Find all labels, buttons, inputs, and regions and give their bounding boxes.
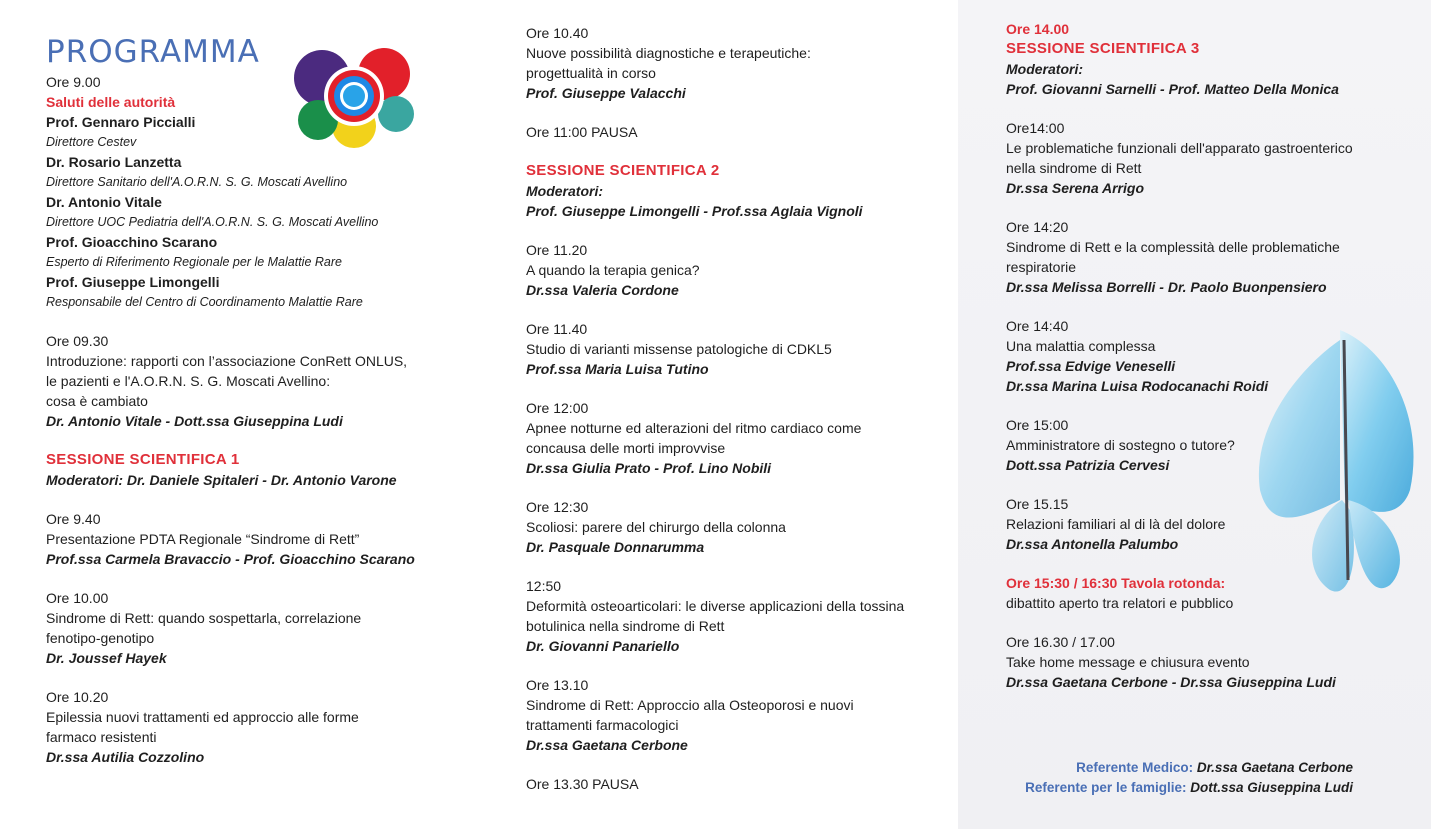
talk-title-line: le pazienti e l'A.O.R.N. S. G. Moscati Avellino: <box>46 373 331 389</box>
talk-block <box>526 576 958 656</box>
talk-time: Ore 13.10 <box>526 677 589 693</box>
session-heading: SESSIONE SCIENTIFICA 1 <box>46 451 240 468</box>
round-table-description: dibattito aperto tra relatori e pubblico <box>1006 595 1234 611</box>
talk-block <box>46 588 480 668</box>
talk-title-line: Amministratore di sostegno o tutore? <box>1006 437 1235 453</box>
talk-speakers: Prof.ssa Edvige Veneselli <box>1006 358 1176 374</box>
talk-block <box>1006 118 1431 198</box>
talk-title-line: Le problematiche funzionali dell'apparato gastroenterico <box>1006 140 1353 156</box>
talk-speakers: Dr.ssa Autilia Cozzolino <box>46 749 205 765</box>
column-middle <box>480 0 958 829</box>
talk-title-line: Presentazione PDTA Regionale “Sindrome di Rett” <box>46 531 360 547</box>
session-heading: SESSIONE SCIENTIFICA 2 <box>526 162 720 179</box>
talk-speakers: Dr.ssa Marina Luisa Rodocanachi Roidi <box>1006 378 1269 394</box>
opening-time: Ore 9.00 <box>46 74 101 90</box>
talk-speakers: Dr.ssa Valeria Cordone <box>526 282 679 298</box>
talk-time: Ore 12:30 <box>526 499 589 515</box>
talk-title-line: Sindrome di Rett: quando sospettarla, correlazione <box>46 610 362 626</box>
talk-speakers: Prof.ssa Carmela Bravaccio - Prof. Gioacchino Scarano <box>46 551 415 567</box>
talk-title-line: cosa è cambiato <box>46 393 148 409</box>
session-moderators: Moderatori: Dr. Daniele Spitaleri - Dr. Antonio Varone <box>46 472 397 488</box>
talk-time: Ore 11.40 <box>526 321 588 337</box>
talk-title-line: concausa delle morti improvvise <box>526 440 726 456</box>
talk-block <box>46 687 480 767</box>
talk-block <box>526 23 958 103</box>
talk-speakers: Dr. Antonio Vitale - Dott.ssa Giuseppina Ludi <box>46 413 343 429</box>
speaker-name: Dr. Rosario Lanzetta <box>46 154 182 170</box>
session-moderators-label: Moderatori: <box>526 183 603 199</box>
talk-speakers: Dr.ssa Giulia Prato - Prof. Lino Nobili <box>526 460 772 476</box>
talk-title-line: farmaco resistenti <box>46 729 157 745</box>
talk-title-line: Nuove possibilità diagnostiche e terapeutiche: <box>526 45 811 61</box>
talk-time: Ore 10.40 <box>526 25 589 41</box>
opening-heading: Saluti delle autorità <box>46 94 176 110</box>
talk-speakers: Dr. Giovanni Panariello <box>526 638 680 654</box>
session-moderators: Prof. Giuseppe Limongelli - Prof.ssa Aglaia Vignoli <box>526 203 863 219</box>
referent-medical <box>1076 760 1353 775</box>
talk-title-line: botulinica nella sindrome di Rett <box>526 618 725 634</box>
talk-title-line: Studio di varianti missense patologiche di CDKL5 <box>526 341 832 357</box>
talk-time: Ore 10.00 <box>46 590 109 606</box>
speaker-name: Prof. Giuseppe Limongelli <box>46 274 220 290</box>
speaker-name: Prof. Gennaro Piccialli <box>46 114 196 130</box>
talk-title-line: Take home message e chiusura evento <box>1006 654 1250 670</box>
intro-block <box>46 331 480 431</box>
speaker-role: Direttore Cestev <box>46 135 137 149</box>
talk-block <box>1006 217 1431 297</box>
talk-time: Ore 09.30 <box>46 333 109 349</box>
talk-title-line: Scoliosi: parere del chirurgo della colonna <box>526 519 786 535</box>
talk-speakers: Prof.ssa Maria Luisa Tutino <box>526 361 709 377</box>
talk-title-line: Deformità osteoarticolari: le diverse applicazioni della tossina <box>526 598 905 614</box>
talk-block <box>526 497 958 557</box>
talk-block <box>526 319 958 379</box>
talk-speakers: Dr.ssa Serena Arrigo <box>1006 180 1144 196</box>
closing-block <box>1006 632 1431 692</box>
talk-title-line: A quando la terapia genica? <box>526 262 700 278</box>
speaker-role: Esperto di Riferimento Regionale per le Malattie Rare <box>46 255 342 269</box>
session-time: Ore 14.00 <box>1006 21 1070 37</box>
talk-speakers: Dr. Pasquale Donnarumma <box>526 539 705 555</box>
talk-title-line: Epilessia nuovi trattamenti ed approccio alle forme <box>46 709 359 725</box>
talk-time: Ore 10.20 <box>46 689 109 705</box>
pause-label: Ore 13.30 PAUSA <box>526 776 639 792</box>
referent-label: Referente Medico: <box>1076 760 1194 775</box>
talk-title-line: Apnee notturne ed alterazioni del ritmo cardiaco come <box>526 420 862 436</box>
talk-time: Ore 12:00 <box>526 400 589 416</box>
talk-time: Ore 14:40 <box>1006 318 1069 334</box>
session1-header <box>46 450 480 490</box>
talk-block <box>46 509 480 569</box>
talk-speakers: Prof. Giuseppe Valacchi <box>526 85 686 101</box>
talk-time: Ore 9.40 <box>46 511 101 527</box>
talk-title-line: respiratorie <box>1006 259 1077 275</box>
talk-time: 12:50 <box>526 578 562 594</box>
talk-title-line: fenotipo-genotipo <box>46 630 155 646</box>
talk-time: Ore 14:20 <box>1006 219 1069 235</box>
pause-label: Ore 11:00 PAUSA <box>526 124 638 140</box>
talk-speakers: Dr.ssa Gaetana Cerbone <box>526 737 688 753</box>
talk-title-line: Sindrome di Rett: Approccio alla Osteoporosi e nuovi <box>526 697 854 713</box>
session-moderators: Prof. Giovanni Sarnelli - Prof. Matteo Della Monica <box>1006 81 1339 97</box>
session2-header <box>526 161 958 221</box>
talk-block <box>526 675 958 755</box>
page-title: PROGRAMMA <box>46 34 260 70</box>
session-moderators-label: Moderatori: <box>1006 61 1083 77</box>
talk-title-line: progettualità in corso <box>526 65 656 81</box>
talk-time: Ore 15:00 <box>1006 417 1069 433</box>
referent-name: Dr.ssa Gaetana Cerbone <box>1196 760 1353 775</box>
talk-speakers: Dr. Joussef Hayek <box>46 650 167 666</box>
talk-title-line: Sindrome di Rett e la complessità delle problematiche <box>1006 239 1340 255</box>
talk-speakers: Dr.ssa Melissa Borrelli - Dr. Paolo Buonpensiero <box>1006 279 1327 295</box>
speaker-role: Responsabile del Centro di Coordinamento Malattie Rare <box>46 295 363 309</box>
referent-name: Dott.ssa Giuseppina Ludi <box>1190 780 1353 795</box>
talk-title-line: Relazioni familiari al di là del dolore <box>1006 516 1226 532</box>
talk-time: Ore 11.20 <box>526 242 588 258</box>
round-table-heading: Ore 15:30 / 16:30 Tavola rotonda: <box>1006 575 1226 591</box>
referent-label: Referente per le famiglie: <box>1025 780 1187 795</box>
talk-title-line: nella sindrome di Rett <box>1006 160 1142 176</box>
speaker-role: Direttore Sanitario dell'A.O.R.N. S. G. Moscati Avellino <box>46 175 348 189</box>
talk-title-line: Una malattia complessa <box>1006 338 1156 354</box>
talk-speakers: Dott.ssa Patrizia Cervesi <box>1006 457 1170 473</box>
speaker-role: Direttore UOC Pediatria dell'A.O.R.N. S. G. Moscati Avellino <box>46 215 379 229</box>
talk-title-line: trattamenti farmacologici <box>526 717 679 733</box>
referent-families <box>1025 780 1353 795</box>
talk-time: Ore 15.15 <box>1006 496 1069 512</box>
speaker-name: Dr. Antonio Vitale <box>46 194 162 210</box>
talk-block <box>526 240 958 300</box>
speaker-name: Prof. Gioacchino Scarano <box>46 234 218 250</box>
event-logo-icon <box>290 44 420 149</box>
talk-title-line: Introduzione: rapporti con l’associazione ConRett ONLUS, <box>46 353 408 369</box>
talk-block <box>526 398 958 478</box>
talk-speakers: Dr.ssa Gaetana Cerbone - Dr.ssa Giuseppina Ludi <box>1006 674 1336 690</box>
session-heading: SESSIONE SCIENTIFICA 3 <box>1006 40 1200 57</box>
talk-time: Ore14:00 <box>1006 120 1065 136</box>
talk-time: Ore 16.30 / 17.00 <box>1006 634 1115 650</box>
talk-speakers: Dr.ssa Antonella Palumbo <box>1006 536 1179 552</box>
butterfly-icon <box>1190 320 1430 610</box>
session3-header <box>1006 19 1431 99</box>
